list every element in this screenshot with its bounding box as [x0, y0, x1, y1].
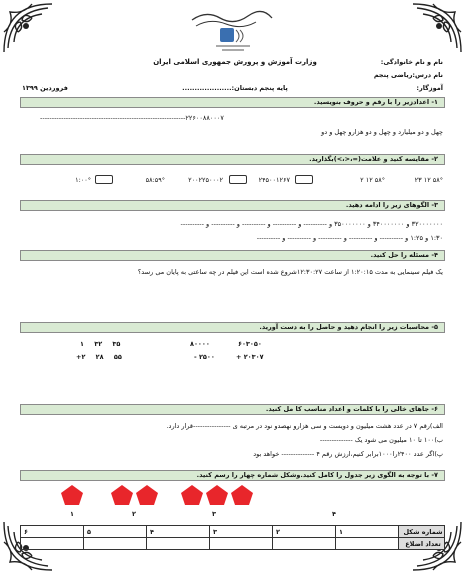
calc-1-bottom: + ۲۰۳۰۷ — [236, 353, 264, 361]
calc-2-bottom: - ۲۵۰۰ — [194, 353, 215, 361]
compare-item-3-text: ۲۴۵۰۰۱۲۶۷ — [258, 176, 290, 184]
compare-item-6 — [75, 176, 91, 184]
figure-number-1: ۱ — [70, 510, 74, 518]
compare-box-1[interactable] — [295, 175, 313, 184]
calc-1-top: ۶۰۳۰۵۰ — [238, 340, 262, 348]
pattern-table — [20, 525, 445, 550]
section-3-line-a: ۳۲۰۰۰۰۰۰۰ و ۳۴۰۰۰۰۰۰۰ و ۳۵۰۰۰۰۰۰۰ و ---------- و ---------- و ---------- و ---------- و ---------- — [180, 220, 443, 228]
compare-item-4 — [188, 176, 223, 184]
compare-box-2[interactable] — [229, 175, 247, 184]
section-6-item-b: ب)۱۰۰ تا ۱۰ میلیون می شود یک -------------- — [319, 436, 443, 444]
compare-item-2-text: ۵۸° ۱۲ ۲ — [360, 176, 385, 184]
table-cell: ۴ — [147, 526, 210, 538]
calc-3-bottom: +۲ ۲۸ ۵۵ — [76, 353, 122, 361]
compare-item-4-text: ۲۰۰۲۲۵۰۰۰۲ — [188, 176, 223, 184]
compare-item-5-text: ۵۸:۵۹° — [145, 176, 165, 184]
section-3-line-b: ۱:۳۰ و ۱:۲۵ و ---------- و ---------- و ---------- و ---------- و ---------- — [256, 234, 443, 242]
table-cell: ۶ — [21, 526, 84, 538]
answer-cell[interactable] — [147, 538, 210, 550]
compare-item-3 — [259, 176, 290, 184]
table-cell: ۳ — [210, 526, 273, 538]
table-cell: ۵ — [84, 526, 147, 538]
calc-2-top: ۸۰۰۰۰ — [190, 340, 210, 348]
section-1-line-a: --------------------------------------------------------------۲۲۶۰۰۸۸۰۰۰۷ — [40, 114, 224, 122]
answer-cell[interactable] — [336, 538, 399, 550]
calc-3-top: ۱ ۳۲ ۳۵ — [80, 340, 121, 348]
figure-number-4: ۴ — [332, 510, 336, 518]
ministry-title: وزارت آموزش و پرورش جمهوری اسلامی ایران — [153, 58, 317, 66]
grade-label: پایه پنجم دبستان:.................... — [182, 84, 288, 92]
table-row — [21, 526, 445, 538]
pentagon-figure-2a — [110, 484, 134, 506]
compare-item-5 — [146, 176, 165, 184]
answer-cell[interactable] — [210, 538, 273, 550]
section-5-title: ۵- محاسبات زیر را انجام دهید و حاصل را به دست آورید. — [20, 322, 445, 333]
section-6-item-c: پ)اگر عدد ۲۴۰۰را۱۰۰۰برابر کنیم،ارزش رقم ۴ -------------- خواهد بود — [253, 450, 443, 458]
figure-number-2: ۲ — [132, 510, 136, 518]
compare-answer-box[interactable] — [95, 175, 113, 184]
pentagon-figure-3b — [205, 484, 229, 506]
student-name-label: نام و نام خانوادگی: — [380, 58, 443, 66]
answer-cell[interactable] — [84, 538, 147, 550]
exam-date: فروردین ۱۳۹۹ — [22, 84, 68, 92]
section-1-title: ۱- اعدادزیر را با رقم و حروف بنویسید. — [20, 97, 445, 108]
ministry-logo — [186, 6, 278, 52]
section-7-title: ۷- با توجه به الگوی زیر جدول را کامل کنید.وشکل شماره چهار را رسم کنید. — [20, 470, 445, 481]
compare-answer-box[interactable] — [295, 175, 313, 184]
pentagon-figure-1 — [60, 484, 84, 506]
table-row — [21, 538, 445, 550]
compare-item-1-text: ۵۸° ۱۲ ۲۳ — [414, 176, 443, 184]
pentagon-figure-3a — [180, 484, 204, 506]
section-2-title: ۲- مقایسه کنید و علامت(=،<،>)بگذارید. — [20, 154, 445, 165]
section-6-title: ۶- جاهای خالی را با کلمات و اعداد مناسب کا مل کنید. — [20, 404, 445, 415]
section-3-title: ۳- الگوهای زیر را ادامه دهید. — [20, 200, 445, 211]
worksheet-header — [0, 0, 465, 96]
table-cell: ۲ — [273, 526, 336, 538]
compare-answer-box[interactable] — [229, 175, 247, 184]
compare-item-1 — [415, 176, 443, 184]
pentagon-figure-2b — [135, 484, 159, 506]
teacher-label: آموزگار: — [416, 84, 443, 92]
pentagon-figure-3c — [230, 484, 254, 506]
compare-item-6-text: ۱:۰۰° — [75, 176, 91, 184]
figure-number-3: ۳ — [212, 510, 216, 518]
table-cell: ۱ — [336, 526, 399, 538]
section-4-question: یک فیلم سینمایی به مدت ۱:۲۰:۱۵ از ساعت ۱۲:۳۰:۲۷شروع شده است این فیلم در چه ساعتی به پایان می رسد؟ — [137, 268, 443, 276]
compare-box-3[interactable] — [95, 175, 113, 184]
answer-cell[interactable] — [21, 538, 84, 550]
row-label-side-count: تعداد اضلاع — [399, 538, 445, 550]
section-4-title: ۴- مسئله را حل کنید. — [20, 250, 445, 261]
answer-cell[interactable] — [273, 538, 336, 550]
section-1-line-b: چهل و دو میلیارد و چهل و دو هزارو چهل و دو — [321, 128, 443, 136]
section-6-item-a: الف)رقم ۷ در عدد هشت میلیون و دویست و سی هزارو نهصدو نود در مرتبه ی ----------------قرار دارد. — [166, 422, 443, 430]
row-label-figure-number: شماره شکل — [399, 526, 445, 538]
subject-label: نام درس:ریاضی پنجم — [373, 71, 443, 79]
compare-item-2 — [360, 176, 385, 184]
